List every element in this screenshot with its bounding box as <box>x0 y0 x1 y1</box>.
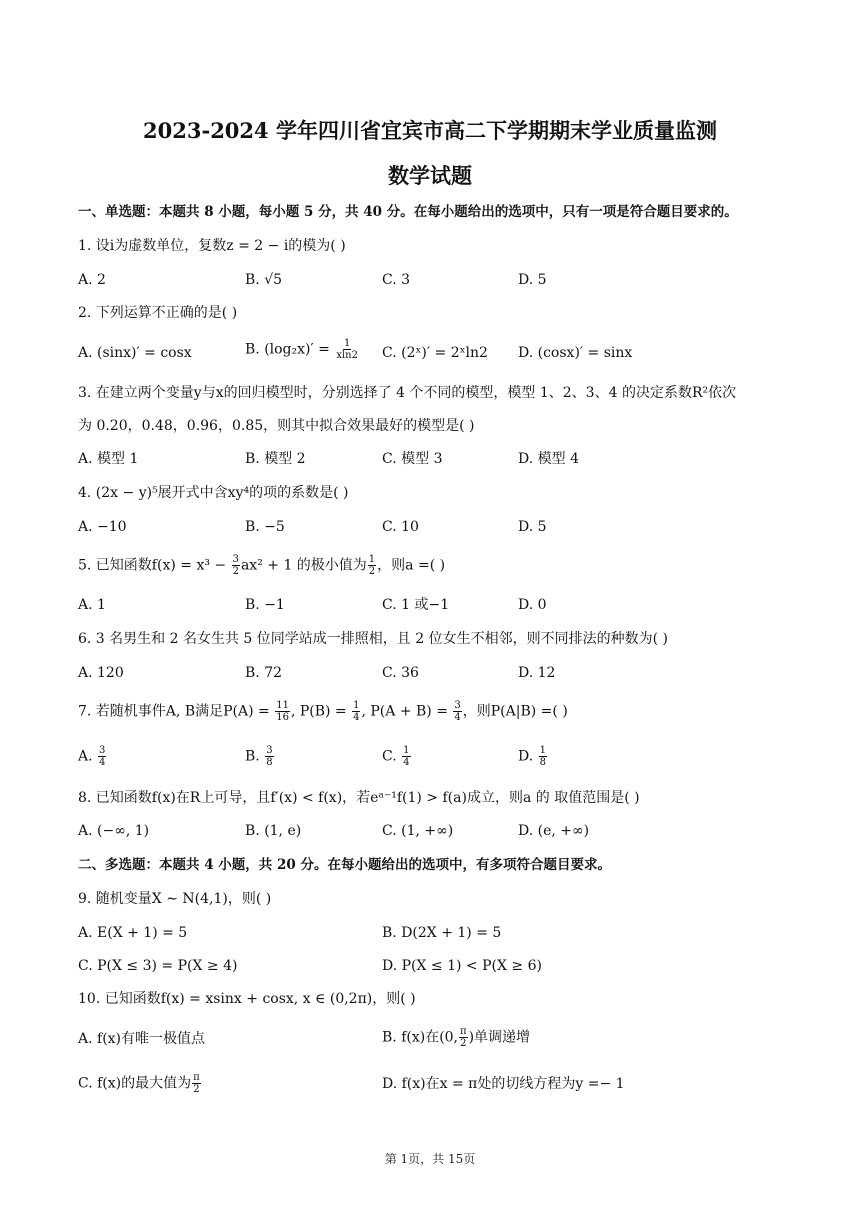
q5-stem-text-2: ax² + 1 的极小值为 <box>240 557 367 574</box>
fraction-denominator: 2 <box>232 566 239 577</box>
q1-option-c: C. 3 <box>382 272 411 288</box>
fraction-numerator: 3 <box>232 554 239 565</box>
q10-stem: 10. 已知函数f(x) = xsinx + cosx, x ∈ (0,2π)，则( ) <box>78 991 416 1007</box>
q6-stem: 6. 3 名男生和 2 名女生共 5 位同学站成一排照相，且 2 位女生不相邻，则不同排法的种数为( ) <box>78 631 668 647</box>
q10-option-b-text-1: B. f(x)在(0, <box>382 1029 459 1046</box>
q4-option-a: A. −10 <box>78 519 127 535</box>
q10-option-b-fraction <box>459 1026 468 1049</box>
q3-option-a: A. 模型 1 <box>78 451 139 467</box>
q6-option-d: D. 12 <box>518 665 556 681</box>
fraction-numerator: π <box>193 1072 200 1083</box>
q5-option-d: D. 0 <box>518 597 547 613</box>
q2-option-b <box>245 338 360 361</box>
q2-option-d: D. (cosx)′ = sinx <box>518 345 633 361</box>
q7-option-b-label: B. <box>245 748 265 765</box>
q3-stem-line2: 为 0.20，0.48，0.96，0.85，则其中拟合效果最好的模型是( ) <box>78 418 475 434</box>
q1-option-a: A. 2 <box>78 272 106 288</box>
q10-option-b <box>382 1026 530 1049</box>
q5-fraction-1 <box>232 554 240 577</box>
q7-stem-text-1: 7. 若随机事件A, B满足P(A) = <box>78 703 275 720</box>
page-title: 2023-2024 学年四川省宜宾市高二下学期期末学业质量监测 <box>143 118 717 143</box>
fraction-denominator: 2 <box>460 1038 467 1049</box>
q6-option-a: A. 120 <box>78 665 124 681</box>
q5-option-b: B. −1 <box>245 597 285 613</box>
fraction-numerator: 11 <box>276 700 289 711</box>
fraction-numerator: 1 <box>403 745 410 756</box>
q10-option-a: A. f(x)有唯一极值点 <box>78 1031 206 1047</box>
q9-option-b: B. D(2X + 1) = 5 <box>382 925 502 941</box>
q3-option-c: C. 模型 3 <box>382 451 443 467</box>
q2-stem: 2. 下列运算不正确的是( ) <box>78 305 238 321</box>
fraction-numerator: 3 <box>99 745 106 756</box>
page-footer: 第 1页，共 15页 <box>384 1152 476 1166</box>
q7-option-b-fraction <box>265 745 273 768</box>
fraction-numerator: 1 <box>368 554 376 565</box>
q7-option-d <box>518 745 548 768</box>
q5-option-c: C. 1 或−1 <box>382 597 450 613</box>
fraction-denominator: 2 <box>193 1084 200 1095</box>
q7-stem-text-4: ，则P(A|B) =( ) <box>462 703 568 720</box>
q7-option-c-fraction <box>402 745 410 768</box>
q4-option-b: B. −5 <box>245 519 285 535</box>
q7-option-d-label: D. <box>518 748 538 765</box>
q7-fraction-2 <box>352 700 360 723</box>
q10-option-b-text-2: )单调递增 <box>468 1029 531 1046</box>
q7-option-c <box>382 745 412 768</box>
q9-option-d: D. P(X ≤ 1) < P(X ≥ 6) <box>382 958 542 974</box>
q3-option-d: D. 模型 4 <box>518 451 579 467</box>
q4-option-c: C. 10 <box>382 519 419 535</box>
q7-stem <box>78 700 568 723</box>
q1-stem: 1. 设i为虚数单位，复数z = 2 − i的模为( ) <box>78 238 346 254</box>
fraction-numerator: 3 <box>454 700 461 711</box>
q7-option-c-label: C. <box>382 748 402 765</box>
q3-stem-line1: 3. 在建立两个变量y与x的回归模型时，分别选择了 4 个不同的模型，模型 1、2、3、4 的决定系数R²依次 <box>78 385 737 401</box>
fraction-denominator: 8 <box>266 757 273 768</box>
q5-fraction-2 <box>368 554 376 577</box>
q9-option-a: A. E(X + 1) = 5 <box>78 925 188 941</box>
page-subtitle: 数学试题 <box>388 163 472 188</box>
q2-option-b-fraction <box>335 338 359 361</box>
q10-option-d: D. f(x)在x = π处的切线方程为y =− 1 <box>382 1076 625 1092</box>
fraction-denominator: xln2 <box>336 350 358 361</box>
q7-option-b <box>245 745 275 768</box>
q8-option-c: C. (1, +∞) <box>382 823 454 839</box>
q7-fraction-3 <box>453 700 461 723</box>
q9-option-c: C. P(X ≤ 3) = P(X ≥ 4) <box>78 958 238 974</box>
q6-option-b: B. 72 <box>245 665 283 681</box>
q8-option-a: A. (−∞, 1) <box>78 823 150 839</box>
fraction-denominator: 4 <box>403 757 410 768</box>
section-1-heading: 一、单选题：本题共 8 小题，每小题 5 分，共 40 分。在每小题给出的选项中，只有一项是符合题目要求的。 <box>78 204 738 220</box>
q7-option-a-fraction <box>98 745 106 768</box>
q5-option-a: A. 1 <box>78 597 106 613</box>
q8-option-b: B. (1, e) <box>245 823 302 839</box>
q4-stem: 4. (2x − y)⁵展开式中含xy⁴的项的系数是( ) <box>78 485 349 501</box>
q1-option-d: D. 5 <box>518 272 547 288</box>
q10-option-c-fraction <box>192 1072 201 1095</box>
fraction-denominator: 4 <box>99 757 106 768</box>
q7-stem-text-2: , P(B) = <box>290 703 352 720</box>
q10-option-c <box>78 1072 202 1095</box>
fraction-numerator: 1 <box>353 700 360 711</box>
q7-option-a-label: A. <box>78 748 98 765</box>
q2-option-a: A. (sinx)′ = cosx <box>78 345 192 361</box>
fraction-denominator: 4 <box>454 712 461 723</box>
q7-option-d-fraction <box>539 745 547 768</box>
q7-option-a <box>78 745 107 768</box>
q8-option-d: D. (e, +∞) <box>518 823 590 839</box>
q5-stem-text-1: 5. 已知函数f(x) = x³ − <box>78 557 231 574</box>
q10-option-c-text: C. f(x)的最大值为 <box>78 1075 192 1092</box>
fraction-denominator: 2 <box>368 566 376 577</box>
fraction-numerator: 1 <box>343 338 351 349</box>
q8-stem: 8. 已知函数f(x)在R上可导，且f′(x) < f(x)，若eᵃ⁻¹f(1) > f(a)成立，则a 的 取值范围是( ) <box>78 790 640 806</box>
q2-option-b-text: B. (log₂x)′ = <box>245 341 335 358</box>
q1-option-b: B. √5 <box>245 272 283 288</box>
q3-option-b: B. 模型 2 <box>245 451 306 467</box>
section-2-heading: 二、多选题：本题共 4 小题，共 20 分。在每小题给出的选项中，有多项符合题目要求。 <box>78 857 611 873</box>
q6-option-c: C. 36 <box>382 665 419 681</box>
fraction-numerator: 3 <box>266 745 273 756</box>
fraction-numerator: 1 <box>539 745 547 756</box>
fraction-denominator: 8 <box>539 757 547 768</box>
fraction-denominator: 16 <box>276 712 289 723</box>
q4-option-d: D. 5 <box>518 519 547 535</box>
fraction-numerator: π <box>460 1026 467 1037</box>
q2-option-c: C. (2ˣ)′ = 2ˣln2 <box>382 345 488 361</box>
q5-stem-text-3: ，则a =( ) <box>377 557 446 574</box>
q7-fraction-1 <box>275 700 290 723</box>
fraction-denominator: 4 <box>353 712 360 723</box>
q5-stem <box>78 554 445 577</box>
q9-stem: 9. 随机变量X ∼ N(4,1)，则( ) <box>78 891 272 907</box>
q7-stem-text-3: , P(A + B) = <box>361 703 453 720</box>
